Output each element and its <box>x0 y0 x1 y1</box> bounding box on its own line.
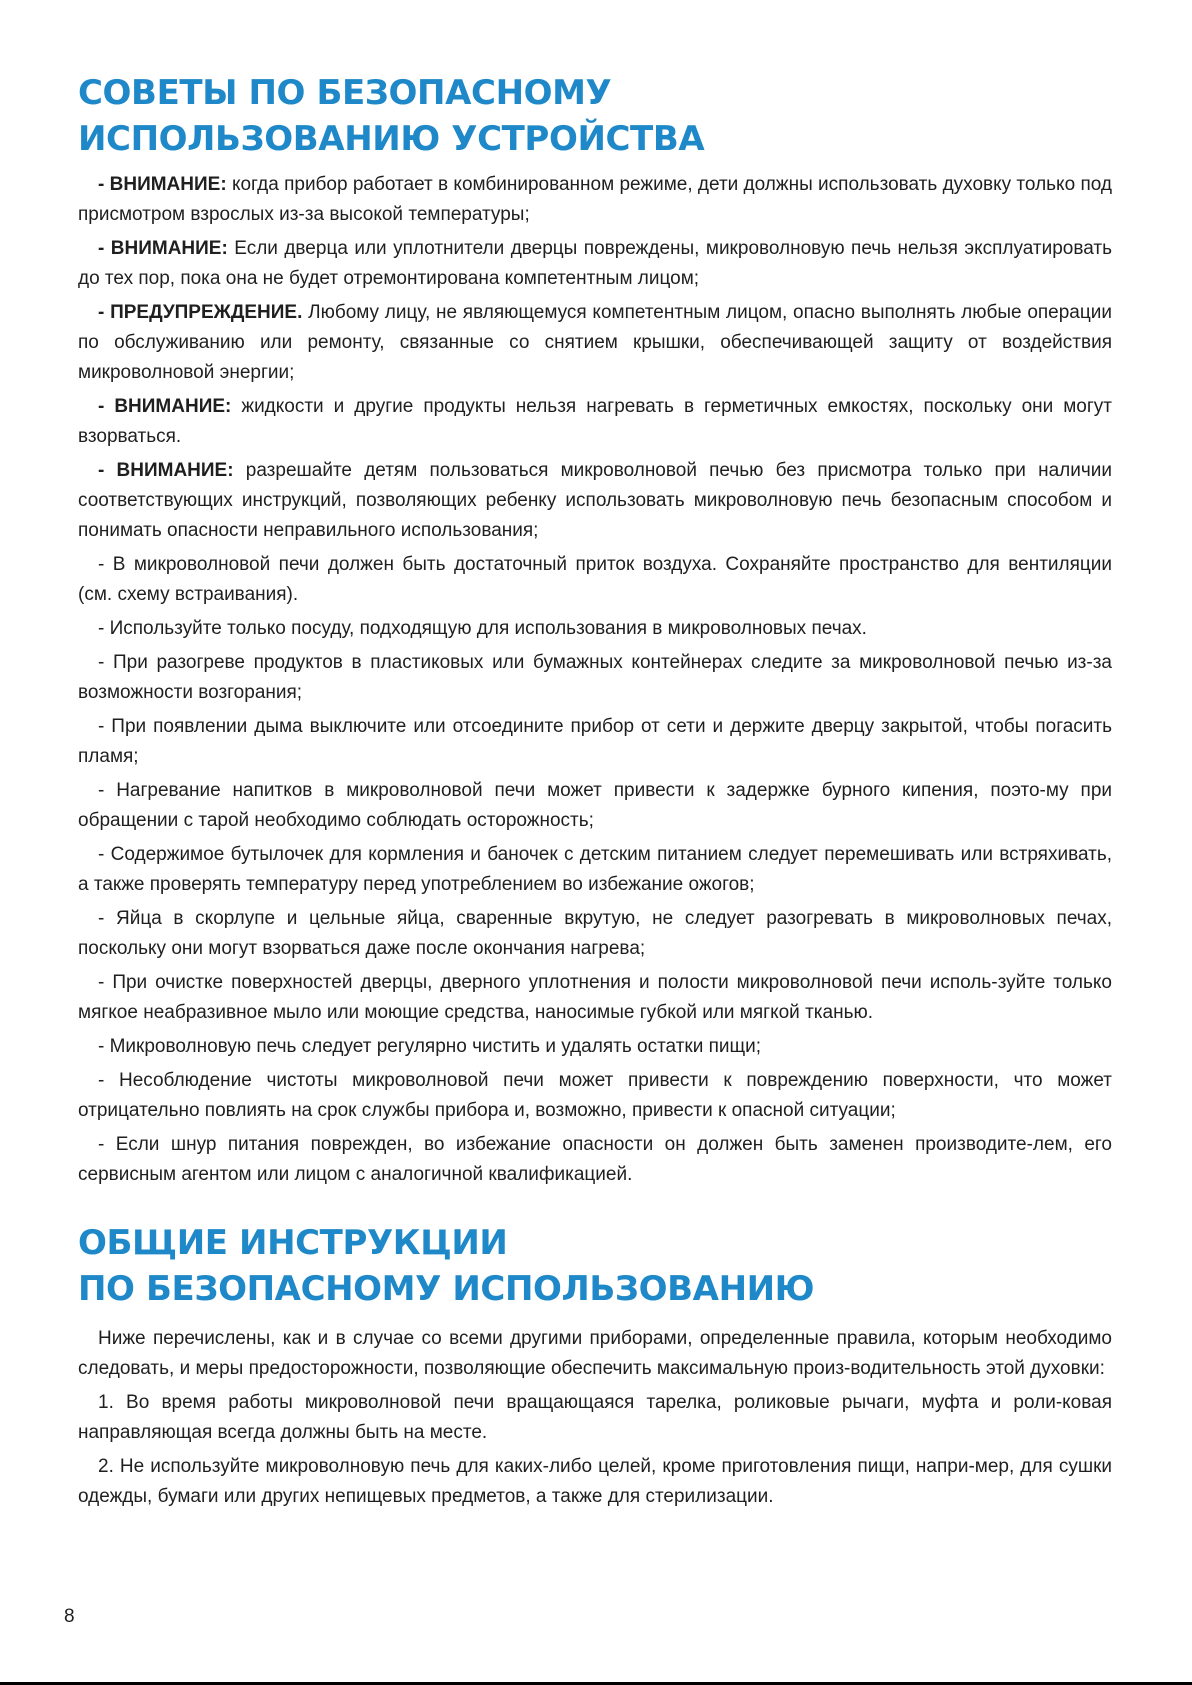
warning-label: - ПРЕДУПРЕЖДЕНИЕ. <box>98 302 303 323</box>
paragraph-text: - Несоблюдение чистоты микроволновой печи может привести к повреждению поверхности, что может отрицательно повлиять на срок службы прибора и, возможно, привести к опасной ситуации; <box>78 1070 1112 1121</box>
paragraph-text: - Нагревание напитков в микроволновой печи может привести к задержке бурного кипения, поэто-му при обращении с тарой необходимо соблюдать осторожность; <box>78 780 1112 831</box>
section-1-title-line: ИСПОЛЬЗОВАНИЮ УСТРОЙСТВА <box>78 119 705 159</box>
paragraph-text: - При очистке поверхностей дверцы, дверного уплотнения и полости микроволновой печи исполь-зуйте только мягкое неабразивное мыло или моющие средства, наносимые губкой или мягкой тканью. <box>78 972 1112 1023</box>
safety-tip-paragraph <box>78 712 1112 772</box>
numbered-instruction: 2. Не используйте микроволновую печь для каких-либо целей, кроме приготовления пищи, напри-мер, для сушки одежды, бумаги или других непищевых предметов, а также для стерилизации. <box>78 1456 1112 1507</box>
safety-tip-paragraph <box>78 840 1112 900</box>
paragraph-text: жидкости и другие продукты нельзя нагревать в герметичных емкостях, поскольку они могут взорваться. <box>78 396 1112 447</box>
paragraph-text: Если дверца или уплотнители дверцы повреждены, микроволновую печь нельзя эксплуатировать до тех пор, пока она не будет отремонтирована компетентным лицом; <box>78 238 1112 289</box>
paragraph-text: - Используйте только посуду, подходящую для использования в микроволновых печах. <box>98 618 867 639</box>
safety-tip-paragraph <box>78 776 1112 836</box>
warning-paragraph <box>78 170 1112 230</box>
safety-tip-paragraph <box>78 904 1112 964</box>
paragraph-text: - При появлении дыма выключите или отсоедините прибор от сети и держите дверцу закрытой, чтобы погасить пламя; <box>78 716 1112 767</box>
paragraph-text: - Содержимое бутылочек для кормления и баночек с детским питанием следует перемешивать или встряхивать, а также проверять температуру перед употреблением во избежание ожогов; <box>78 844 1112 895</box>
warning-paragraph <box>78 392 1112 452</box>
warning-label: - ВНИМАНИЕ: <box>98 238 228 259</box>
section-1-title-line: СОВЕТЫ ПО БЕЗОПАСНОМУ <box>78 73 612 113</box>
safety-tip-paragraph <box>78 968 1112 1028</box>
paragraph-text: - В микроволновой печи должен быть достаточный приток воздуха. Сохраняйте пространство для вентиляции (см. схему встраивания). <box>78 554 1112 605</box>
paragraph-text: когда прибор работает в комбинированном режиме, дети должны использовать духовку только под присмотром взрослых из-за высокой температуры; <box>78 174 1112 225</box>
warning-paragraph <box>78 298 1112 388</box>
section-1-body <box>78 170 1112 1190</box>
numbered-instruction: 1. Во время работы микроволновой печи вращающаяся тарелка, роликовые рычаги, муфта и роли-ковая направляющая всегда должны быть на месте. <box>78 1392 1112 1443</box>
warning-label: - ВНИМАНИЕ: <box>98 460 234 481</box>
section-2-title-line: ОБЩИЕ ИНСТРУКЦИИ <box>78 1223 508 1263</box>
paragraph-text: - Яйца в скорлупе и цельные яйца, сваренные вкрутую, не следует разогревать в микроволновых печах, поскольку они могут взорваться даже после окончания нагрева; <box>78 908 1112 959</box>
paragraph-text: - При разогреве продуктов в пластиковых или бумажных контейнерах следите за микроволновой печью из-за возможности возгорания; <box>78 652 1112 703</box>
paragraph-text: - Если шнур питания поврежден, во избежание опасности он должен быть заменен производите-лем, его сервисным агентом или лицом с аналогичной квалификацией. <box>78 1134 1112 1185</box>
section-2-body <box>78 1324 1112 1512</box>
safety-tip-paragraph <box>78 1066 1112 1126</box>
safety-tip-paragraph <box>78 1032 1112 1062</box>
warning-paragraph <box>78 234 1112 294</box>
safety-tip-paragraph <box>78 614 1112 644</box>
intro-paragraph: Ниже перечислены, как и в случае со всеми другими приборами, определенные правила, которым необходимо следовать, и меры предосторожности, позволяющие обеспечить максимальную произ-водительность этой духовки: <box>78 1328 1112 1379</box>
section-2-title-line: ПО БЕЗОПАСНОМУ ИСПОЛЬЗОВАНИЮ <box>78 1269 815 1309</box>
warning-paragraph <box>78 456 1112 546</box>
warning-label: - ВНИМАНИЕ: <box>98 174 227 195</box>
warning-label: - ВНИМАНИЕ: <box>98 396 232 417</box>
safety-tip-paragraph <box>78 1130 1112 1190</box>
page-number: 8 <box>64 1606 75 1627</box>
section-1-title <box>78 70 1112 162</box>
safety-tip-paragraph <box>78 648 1112 708</box>
paragraph-text: - Микроволновую печь следует регулярно чистить и удалять остатки пищи; <box>98 1036 762 1057</box>
paragraph-text: Любому лицу, не являющемуся компетентным лицом, опасно выполнять любые операции по обслуживанию или ремонту, связанные со снятием крышки, обеспечивающей защиту от воздействия микроволновой энергии; <box>78 302 1112 383</box>
document-page <box>78 70 1112 1516</box>
safety-tip-paragraph <box>78 550 1112 610</box>
paragraph-text: разрешайте детям пользоваться микроволновой печью без присмотра только при наличии соответствующих инструкций, позволяющих ребенку использовать микроволновую печь безопасным способом и понимать опасности неправильного использования; <box>78 460 1113 541</box>
section-2-title <box>78 1220 1112 1312</box>
